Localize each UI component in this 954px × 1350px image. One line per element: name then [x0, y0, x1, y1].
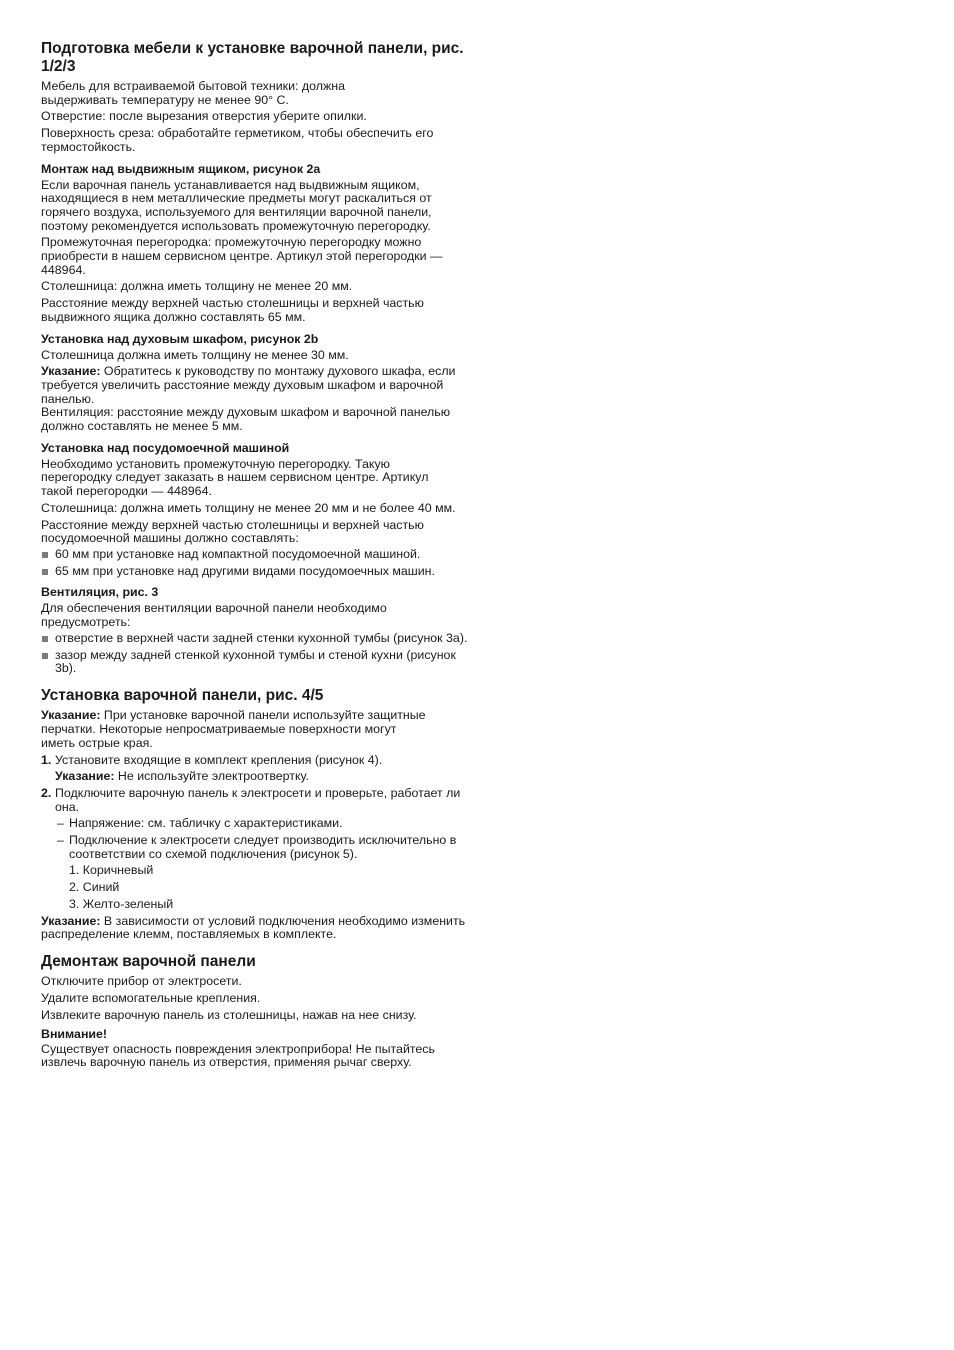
paragraph: Мебель для встраиваемой бытовой техники: должна выдерживать температуру не менее 90° С.	[41, 79, 345, 107]
step-item	[41, 754, 471, 768]
list-item-text: зазор между задней стенкой кухонной тумбы и стеной кухни (рисунок 3b).	[55, 647, 456, 676]
bullet-square-icon	[42, 653, 48, 659]
bullet-square-icon	[42, 552, 48, 558]
subsection-title-ventilation: Вентиляция, рис. 3	[41, 585, 159, 600]
dash-item-text: Подключение к электросети следует производить исключительно в соответствии со схемой подключения (рисунок 5).	[69, 833, 457, 861]
step-text: Подключите варочную панель к электросети и проверьте, работает ли она.	[55, 785, 461, 814]
list-item-text: 65 мм при установке над другими видами посудомоечных машин.	[55, 563, 435, 578]
dash-marker: –	[57, 816, 64, 831]
paragraph: Вентиляция: расстояние между духовым шкафом и варочной панелью должно составлять не менее 5 мм.	[41, 405, 451, 434]
list-item	[41, 565, 471, 579]
dash-item-text: Напряжение: см. табличку с характеристиками.	[69, 816, 343, 831]
subsection-title-oven: Установка над духовым шкафом, рисунок 2b	[41, 331, 319, 346]
paragraph: Столешница: должна иметь толщину не менее 20 мм и не более 40 мм.	[41, 500, 456, 515]
note-paragraph	[41, 770, 471, 784]
note-text: Обратитесь к руководству по монтажу духового шкафа, если требуется увеличить расстояние между духовым шкафом и варочной панелью.	[41, 364, 456, 406]
paragraph: Расстояние между верхней частью столешницы и верхней частью выдвижного ящика должно составлять 65 мм.	[41, 296, 424, 324]
bullet-square-icon	[42, 569, 48, 575]
note-label: Указание:	[41, 708, 101, 723]
note-text: При установке варочной панели используйте защитные перчатки. Некоторые непросматриваемые поверхности могут иметь острые края.	[41, 708, 426, 750]
paragraph: Столешница: должна иметь толщину не менее 20 мм.	[41, 279, 353, 294]
list-item-text: отверстие в верхней части задней стенки кухонной тумбы (рисунок 3a).	[55, 630, 468, 645]
note-paragraph	[41, 709, 426, 750]
list-item	[41, 649, 471, 676]
paragraph: Отключите прибор от электросети.	[41, 974, 242, 989]
dash-marker: –	[57, 833, 64, 848]
step-text: Установите входящие в комплект крепления (рисунок 4).	[55, 752, 383, 767]
note-label: Указание:	[41, 913, 101, 928]
warning-text: Существует опасность повреждения электроприбора! Не пытайтесь извлечь варочную панель из отверстия, применяя рычаг сверху.	[41, 1041, 435, 1070]
dash-item	[41, 834, 459, 861]
note-paragraph	[41, 365, 466, 406]
dash-item	[41, 817, 471, 831]
note-label: Указание:	[41, 364, 101, 379]
paragraph: Необходимо установить промежуточную перегородку. Такую перегородку следует заказать в нашем сервисном центре. Артикул такой перегородки — 448964.	[41, 456, 429, 499]
wire-item: 1. Коричневый	[69, 863, 154, 878]
list-item	[41, 548, 471, 562]
bullet-square-icon	[42, 636, 48, 642]
paragraph: Расстояние между верхней частью столешницы и верхней частью посудомоечной машины должно составлять:	[41, 517, 424, 546]
note-paragraph	[41, 915, 466, 942]
warning-title: Внимание!	[41, 1026, 108, 1041]
note-label: Указание:	[55, 769, 115, 784]
section-title-installation: Установка варочной панели, рис. 4/5	[41, 686, 324, 704]
note-text: Не используйте электроотвертку.	[114, 769, 309, 784]
paragraph: Отверстие: после вырезания отверстия уберите опилки.	[41, 109, 367, 124]
text-column	[41, 40, 471, 1070]
step-number: 2.	[41, 785, 52, 800]
step-number: 1.	[41, 752, 52, 767]
paragraph: Столешница должна иметь толщину не менее 30 мм.	[41, 347, 349, 362]
list-item-text: 60 мм при установке над компактной посудомоечной машиной.	[55, 546, 421, 561]
paragraph: Если варочная панель устанавливается над выдвижным ящиком, находящиеся в нем металлические предметы могут раскалиться от горячего воздуха, используемого для вентиляции варочной панели, поэтому рекомендуется использовать промежуточную перегородку.	[41, 177, 432, 233]
section-title-furniture-prep: Подготовка мебели к установке варочной панели, рис. 1/2/3	[41, 40, 464, 75]
paragraph: Извлеките варочную панель из столешницы, нажав на нее снизу.	[41, 1007, 417, 1022]
subsection-title-dishwasher: Установка над посудомоечной машиной	[41, 440, 290, 455]
list-item	[41, 632, 471, 646]
wire-item: 2. Синий	[69, 880, 120, 895]
note-text: В зависимости от условий подключения необходимо изменить распределение клемм, поставляемых в комплекте.	[41, 913, 466, 942]
wire-item: 3. Желто-зеленый	[69, 896, 174, 911]
paragraph: Удалите вспомогательные крепления.	[41, 991, 261, 1006]
paragraph: Поверхность среза: обработайте герметиком, чтобы обеспечить его термостойкость.	[41, 126, 434, 154]
section-title-removal: Демонтаж варочной панели	[41, 952, 256, 970]
paragraph: Для обеспечения вентиляции варочной панели необходимо предусмотреть:	[41, 601, 387, 630]
step-item	[41, 787, 465, 814]
paragraph: Промежуточная перегородка: промежуточную перегородку можно приобрести в нашем сервисном центре. Артикул этой перегородки — 448964.	[41, 235, 443, 277]
subsection-title-drawer: Монтаж над выдвижным ящиком, рисунок 2a	[41, 161, 321, 176]
